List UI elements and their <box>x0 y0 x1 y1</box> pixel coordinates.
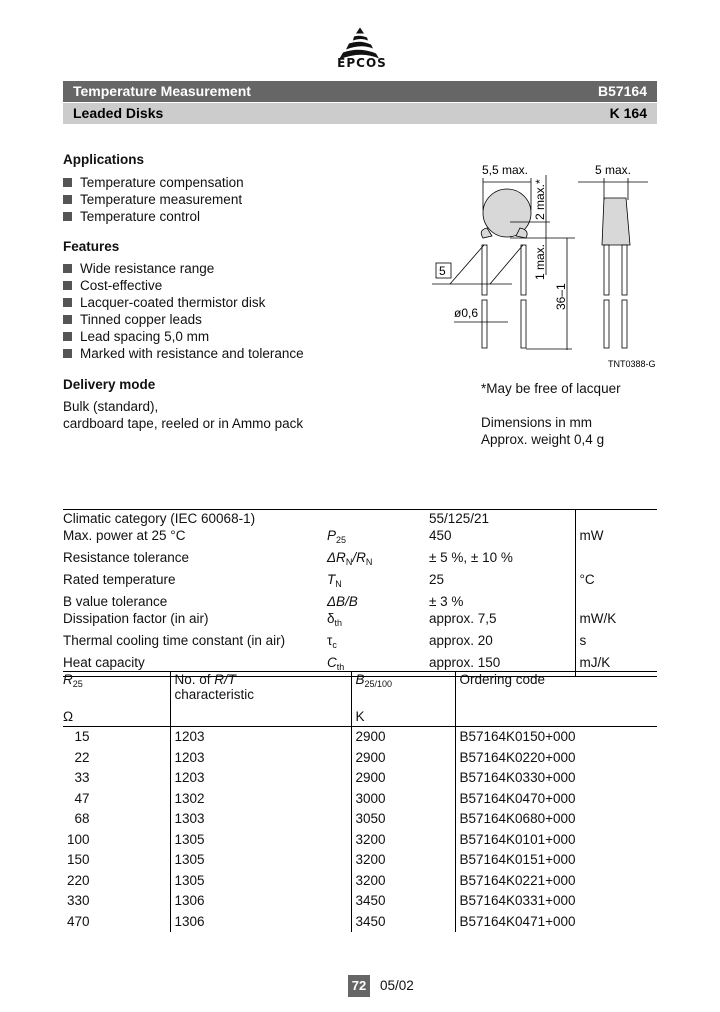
issue-date: 05/02 <box>380 978 414 993</box>
table-row: 33 1203 2900 B57164K0330+000 <box>63 768 657 789</box>
applications-heading: Applications <box>63 152 145 167</box>
list-item: Marked with resistance and tolerance <box>63 345 304 362</box>
list-item: Lacquer-coated thermistor disk <box>63 294 304 311</box>
table-row: Dissipation factor (in air) $\delta_{th}$ approx. 7,5 mW/K <box>63 610 657 632</box>
svg-text:5 max.: 5 max. <box>595 163 632 177</box>
delivery-line-2: cardboard tape, reeled or in Ammo pack <box>63 416 304 431</box>
table-row: 22 1203 2900 B57164K0220+000 <box>63 748 657 769</box>
table-row: 100 1305 3200 B57164K0101+000 <box>63 830 657 851</box>
col-b: $B_{25/100}$ K <box>351 672 455 727</box>
svg-text:36–1: 36–1 <box>554 283 568 310</box>
table-row: Max. power at 25 °C $P_{25}$ 450 mW <box>63 527 657 549</box>
svg-text:ø0,6: ø0,6 <box>454 306 479 320</box>
table-row: 330 1306 3450 B57164K0331+000 <box>63 891 657 912</box>
dimension-drawing <box>420 150 660 380</box>
table-row: 47 1302 3000 B57164K0470+000 <box>63 789 657 810</box>
list-item: Temperature measurement <box>63 191 244 208</box>
header-bar-category <box>63 81 657 102</box>
parameters-table <box>63 509 657 677</box>
dimensions-note: Dimensions in mm <box>481 415 593 430</box>
series-code: K 164 <box>609 105 647 121</box>
svg-text:1 max.: 1 max. <box>533 243 547 280</box>
list-item: Temperature control <box>63 208 244 225</box>
subcategory-title: Leaded Disks <box>73 105 164 121</box>
table-row: 150 1305 3200 B57164K0151+000 <box>63 850 657 871</box>
delivery-heading: Delivery mode <box>63 377 156 392</box>
list-item: Wide resistance range <box>63 260 304 277</box>
svg-text:5: 5 <box>439 264 446 278</box>
logo-text: EPCOS <box>337 56 387 70</box>
svg-text:2 max.*: 2 max.* <box>533 179 547 220</box>
header-bar-subcategory <box>63 103 657 124</box>
table-row: Rated temperature $T_N$ 25 °C <box>63 571 657 593</box>
list-item: Tinned copper leads <box>63 311 304 328</box>
list-item: Lead spacing 5,0 mm <box>63 328 304 345</box>
applications-list <box>63 174 244 225</box>
delivery-line-1: Bulk (standard), <box>63 399 159 414</box>
part-number: B57164 <box>597 83 647 99</box>
table-row: 68 1303 3050 B57164K0680+000 <box>63 809 657 830</box>
svg-text:5,5 max.: 5,5 max. <box>482 163 529 177</box>
table-row: Heat capacity $C_{th}$ approx. 150 mJ/K <box>63 654 657 677</box>
table-row: 470 1306 3450 B57164K0471+000 <box>63 912 657 933</box>
weight-note: Approx. weight 0,4 g <box>481 432 605 447</box>
lacquer-note: *May be free of lacquer <box>481 381 621 396</box>
col-code: Ordering code <box>455 672 657 727</box>
list-item: Cost-effective <box>63 277 304 294</box>
table-row: B value tolerance ΔB/B ± 3 % <box>63 593 657 610</box>
features-list <box>63 260 304 362</box>
list-item: Temperature compensation <box>63 174 244 191</box>
table-header-row <box>63 672 657 727</box>
ordering-table <box>63 671 657 932</box>
table-row: Climatic category (IEC 60068-1) 55/125/21 <box>63 510 657 528</box>
table-row: 15 1203 2900 B57164K0150+000 <box>63 727 657 748</box>
svg-text:TNT0388-G: TNT0388-G <box>608 359 656 369</box>
table-row: Thermal cooling time constant (in air) $\tau_c$ approx. 20 s <box>63 632 657 654</box>
col-rt: No. of R/T characteristic <box>170 672 351 727</box>
category-title: Temperature Measurement <box>73 83 251 99</box>
page-number: 72 <box>348 975 370 997</box>
table-row: Resistance tolerance $\Delta R_N/R_N$ ± 5 %, ± 10 % <box>63 549 657 571</box>
table-row: 220 1305 3200 B57164K0221+000 <box>63 871 657 892</box>
col-r25: $R_{25}$ Ω <box>63 672 170 727</box>
features-heading: Features <box>63 239 120 254</box>
